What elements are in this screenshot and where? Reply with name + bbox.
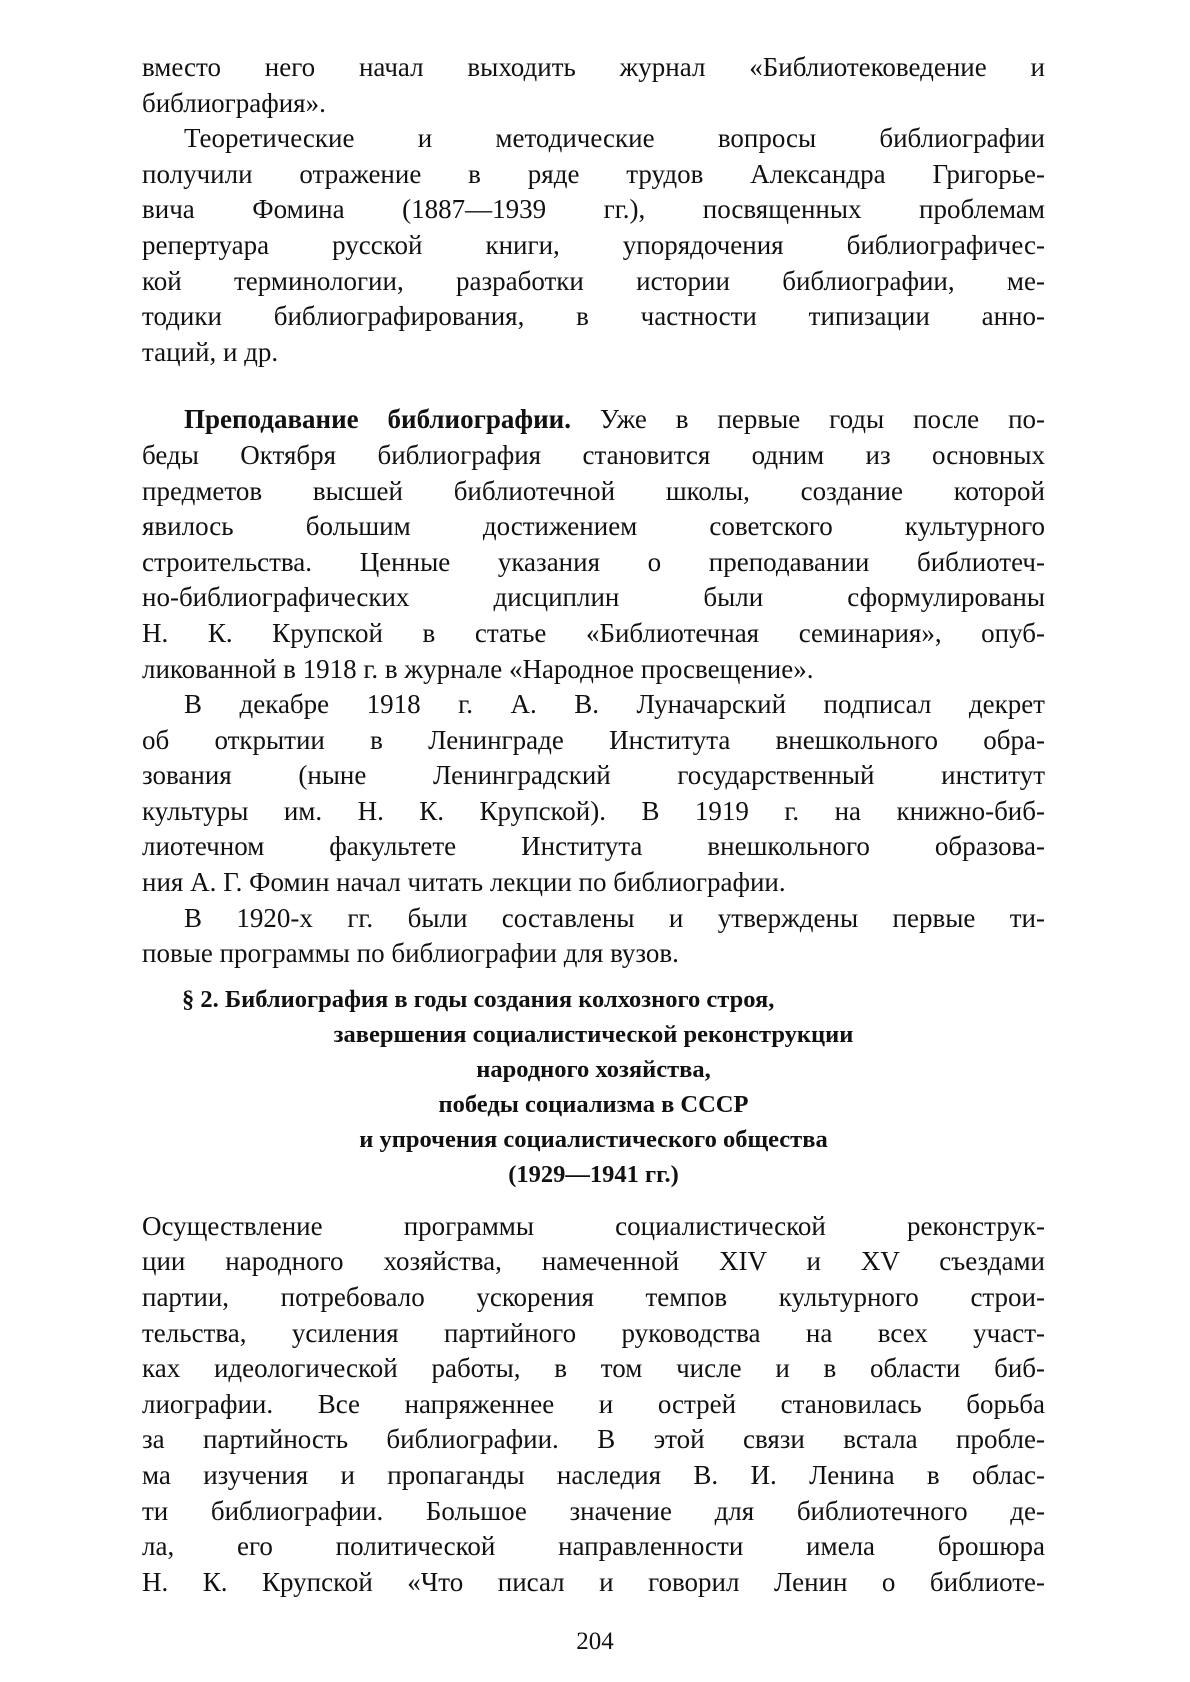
text-line: кой терминологии, разработки истории библиографии, ме- [142,265,1045,296]
page-number: 204 [576,1628,614,1655]
heading-line: народного хозяйства, [476,1055,711,1083]
text-line: партии, потребовало ускорения темпов культурного строи- [142,1282,1045,1313]
text-line: вича Фомина (1887—1939 гг.), посвященных проблемам [142,194,1045,225]
text-line: лиотечном факультете Института внешкольного образова- [142,831,1045,862]
paragraph-final [142,1209,1045,1601]
paragraph [142,50,1045,121]
text-line [142,402,1045,438]
text-line: библиография». [142,87,326,118]
heading-line: завершения социалистической реконструкции [333,1020,854,1048]
text-line: ла, его политической направленности имела брошюра [142,1531,1045,1562]
text-line: В декабре 1918 г. А. В. Луначарский подписал декрет [184,689,1045,720]
text-line: зования (ныне Ленинградский государственный институт [142,760,1045,791]
text-line: ти библиографии. Большое значение для библиотечного де- [142,1495,1045,1526]
text-line: ликованной в 1918 г. в журнале «Народное просвещение». [142,653,814,684]
intro-paragraphs [142,50,1045,370]
text-line: строительства. Ценные указания о преподавании библиотеч- [142,546,1045,577]
text-line: культуры им. Н. К. Крупской). В 1919 г. на книжно-биб- [142,795,1045,826]
text-line: повые программы по библиографии для вузов. [142,938,679,969]
paragraph [142,121,1045,370]
text-line: получили отражение в ряде трудов Александра Григорье- [142,158,1045,189]
section-heading [142,982,1045,1192]
page-body [142,50,1045,1600]
text-line: таций, и др. [142,336,279,367]
text-line: Осуществление программы социалистической реконструк- [142,1210,1045,1241]
text-line: вместо него начал выходить журнал «Библиотековедение и [142,52,1045,82]
paragraphs-history [142,687,1045,972]
text-line: беды Октября библиография становится одним из основных [142,439,1045,470]
text-line: тодики библиографирования, в частности типизации анно- [142,301,1045,332]
text-line: явилось большим достижением советского культурного [142,511,1045,542]
text-line: но-библиографических дисциплин были сформулированы [142,582,1045,613]
text-line: лиографии. Все напряженнее и острей становилась борьба [142,1388,1045,1419]
text-span: Уже в первые годы после по- [570,404,1046,435]
text-line: предметов высшей библиотечной школы, создание которой [142,475,1045,506]
heading-line: и упрочения социалистического общества [359,1125,828,1153]
text-line: репертуара русской книги, упорядочения библиографичес- [142,229,1045,260]
paragraph [142,901,1045,972]
text-line: Н. К. Крупской в статье «Библиотечная семинария», опуб- [142,617,1045,648]
text-line: ках идеологической работы, в том числе и в области биб- [142,1353,1045,1384]
heading-line: § 2. Библиография в годы создания колхозного строя, [182,985,775,1013]
heading-line: (1929—1941 гг.) [508,1160,679,1188]
text-line: тельства, усиления партийного руководства на всех участ- [142,1317,1045,1348]
paragraph-teaching [142,402,1045,687]
text-line: за партийность библиографии. В этой связи встала пробле- [142,1424,1045,1455]
text-line: ма изучения и пропаганды наследия В. И. Ленина в облас- [142,1460,1045,1490]
heading-line: победы социализма в СССР [438,1090,749,1118]
text-line: Теоретические и методические вопросы библиографии [184,123,1045,154]
text-line: Н. К. Крупской «Что писал и говорил Ленин о библиоте- [142,1566,1045,1597]
paragraph [142,687,1045,901]
run-in-heading: Преподавание библиографии. [184,404,571,435]
text-line: об открытии в Ленинграде Института внешкольного обра- [142,724,1045,755]
text-line: ции народного хозяйства, намеченной XIV и XV съездами [142,1246,1045,1277]
text-line: ния А. Г. Фомин начал читать лекции по библиографии. [142,867,786,898]
text-line: В 1920-х гг. были составлены и утверждены первые ти- [184,902,1045,933]
